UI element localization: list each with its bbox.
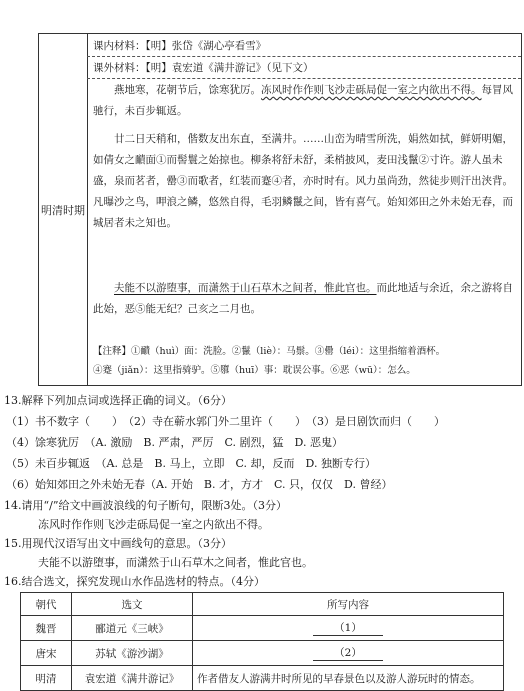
para3-end: 而此地适与余近，余之游将自此始，恶⑤能无纪？己亥之二月也。 bbox=[93, 282, 513, 315]
table-row bbox=[21, 666, 504, 691]
in-class-source: 课内材料：【明】张岱《湖心亭看雪》 bbox=[93, 40, 267, 52]
period-label: 明清时期 bbox=[41, 203, 85, 217]
row1-content[interactable] bbox=[193, 616, 504, 641]
header-text: 选文 bbox=[72, 593, 193, 616]
q13-row-2: （4）馀寒犹厉 （A. 激励 B. 严肃，严厉 C. 剧烈，猛 D. 恶鬼） bbox=[6, 436, 343, 449]
row1-dynasty: 魏晋 bbox=[21, 616, 72, 641]
para1-text: 燕地寒，花朝节后，馀寒犹厉。 bbox=[114, 84, 261, 96]
row2-dynasty: 唐宋 bbox=[21, 641, 72, 666]
table-row bbox=[21, 616, 504, 641]
q15-title: 15.用现代汉语写出文中画线句的意思。（3分） bbox=[4, 537, 232, 550]
q13-row-4: （6）始知郊田之外未始无春（A. 开始 B. 才，方才 C. 只，仅仅 D. 曾经） bbox=[6, 478, 393, 491]
q13-row-3: （5）未百步辄返 （A. 总是 B. 马上，立即 C. 却，反而 D. 独断专行） bbox=[6, 457, 376, 470]
answer-blank-1[interactable]: （1） bbox=[313, 620, 383, 636]
divider-1 bbox=[87, 56, 521, 57]
divider-2 bbox=[87, 78, 521, 79]
row2-content[interactable] bbox=[193, 641, 504, 666]
row2-text: 苏轼《游沙湖》 bbox=[72, 641, 193, 666]
out-class-source: 课外材料：【明】袁宏道《满井游记》（见下文） bbox=[93, 62, 314, 74]
wavy-sentence: 冻风时作作则飞沙走砾局促一室之内欲出不得。 bbox=[261, 84, 482, 96]
period-cell bbox=[39, 34, 88, 385]
header-content: 所写内容 bbox=[193, 593, 504, 616]
answer-blank-2[interactable]: （2） bbox=[313, 645, 383, 661]
table-row bbox=[21, 641, 504, 666]
q14-title: 14.请用“/”给文中画波浪线的句子断句，限断3处。（3分） bbox=[4, 499, 287, 512]
header-dynasty: 朝代 bbox=[21, 593, 72, 616]
row3-content: 作者借友人游满井时所见的早春景色以及游人游玩时的情态。 bbox=[193, 666, 504, 691]
note-line-1: 【注释】①靧（huì）面：洗脸。②鬣（liè）：马鬃。③罍（léi）：这里指缩着酒杯。 bbox=[93, 346, 446, 357]
q16-table bbox=[20, 592, 504, 691]
underlined-sentence: 夫能不以游堕事，而潇然于山石草木之间者，惟此官也。 bbox=[114, 282, 377, 294]
passage-para-1 bbox=[93, 80, 517, 122]
material-table bbox=[38, 33, 522, 386]
q14-sentence: 冻风时作作则飞沙走砾局促一室之内欲出不得。 bbox=[38, 518, 269, 531]
notes bbox=[93, 342, 517, 380]
passage-para-2: 廿二日天稍和，偕数友出东直，至满井。……山峦为晴雪所洗，娟然如拭，鲜妍明媚，如倩女之靧面①而髻鬟之始掠也。柳条将舒未舒，柔梢披风，麦田浅鬣②寸许。游人虽未盛，泉而茗者，罍③而歌者，红装而蹇④者，亦时时有。风力虽尚劲，然徒步则汗出浃背。凡曝沙之鸟，呷浪之鳞，悠然自得，毛羽鳞鬣之间，皆有喜气。始知郊田之外未始无春，而城居者未之知也。 bbox=[93, 133, 513, 229]
row3-text: 袁宏道《满井游记》 bbox=[72, 666, 193, 691]
note-line-2: ④蹇（jiǎn）：这里指骑驴。⑤隳（huī）事：耽误公事。⑥恶（wū）：怎么。 bbox=[93, 365, 416, 376]
passage-para-3 bbox=[93, 278, 517, 320]
q15-sentence: 夫能不以游堕事，而潇然于山石草木之间者，惟此官也。 bbox=[38, 556, 313, 569]
row3-dynasty: 明清 bbox=[21, 666, 72, 691]
row1-text: 郦道元《三峡》 bbox=[72, 616, 193, 641]
material-cell bbox=[87, 34, 521, 385]
q16-title: 16.结合选文，探究发现山水作品选材的特点。（4分） bbox=[4, 575, 265, 588]
table-header-row bbox=[21, 593, 504, 616]
q13-title: 13.解释下列加点词或选择正确的词义。（6分） bbox=[4, 394, 232, 407]
q13-row-1: （1）书不数字（ ） （2）寺在蕲水郭门外二里许（ ） （3）是日剧饮而归（ ） bbox=[6, 415, 445, 428]
para1-end: 每冒风驰行，未百步辄返。 bbox=[93, 84, 513, 117]
